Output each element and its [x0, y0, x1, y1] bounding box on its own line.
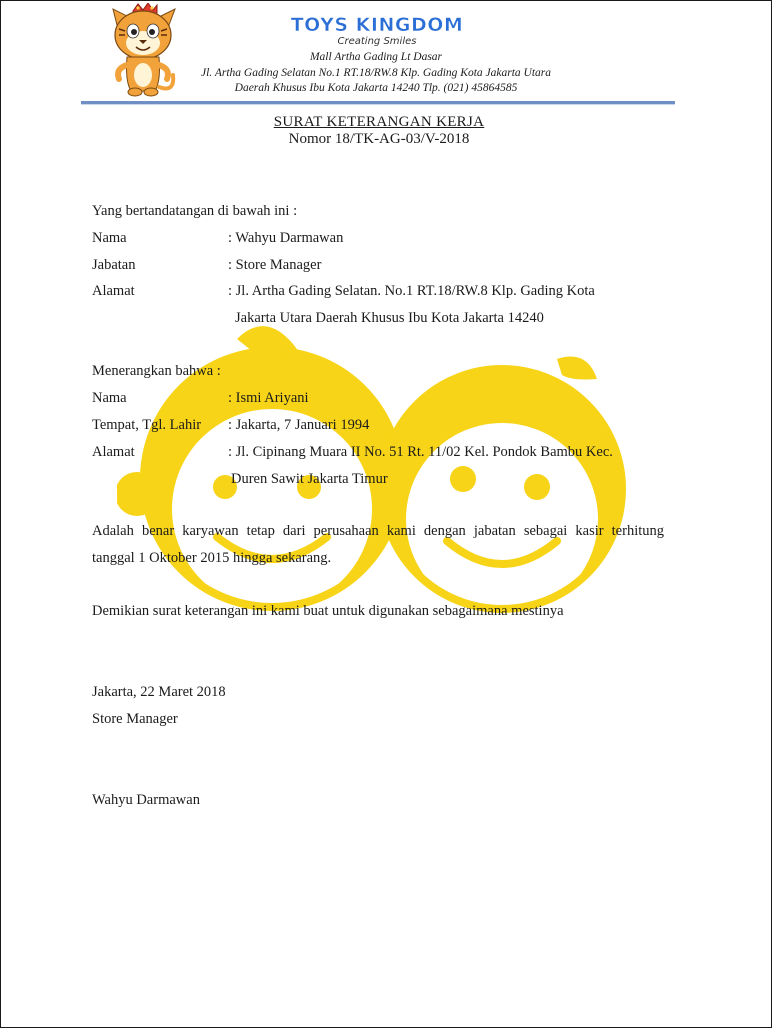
letter-number: Nomor 18/TK-AG-03/V-2018 — [288, 131, 470, 147]
signer-name-label: Nama — [92, 230, 127, 246]
header-line-1: Mall Artha Gading Lt Dasar — [309, 51, 443, 63]
signer-position-label: Jabatan — [92, 257, 136, 273]
intro-text: Yang bertandatangan di bawah ini : — [92, 203, 298, 219]
employee-address-label: Alamat — [92, 444, 135, 460]
body-paragraph-line-2: tanggal 1 Oktober 2015 hingga sekarang. — [92, 550, 332, 566]
signer-name-value: : Wahyu Darmawan — [228, 230, 344, 246]
signer-address-label: Alamat — [92, 283, 135, 299]
closing-text: Demikian surat keterangan ini kami buat untuk digunakan sebagaimana mestinya — [92, 603, 564, 619]
signer-address-line-2: Jakarta Utara Daerah Khusus Ibu Kota Jakarta 14240 — [235, 310, 544, 326]
place-date: Jakarta, 22 Maret 2018 — [92, 684, 226, 700]
employee-address-line-1: : Jl. Cipinang Muara II No. 51 Rt. 11/02 Kel. Pondok Bambu Kec. — [228, 444, 613, 460]
employee-name-value: : Ismi Ariyani — [228, 390, 309, 406]
employee-address-line-2: Duren Sawit Jakarta Timur — [231, 471, 388, 487]
employee-name-label: Nama — [92, 390, 127, 406]
signatory-name: Wahyu Darmawan — [92, 792, 200, 808]
body-paragraph-line-1: Adalah benar karyawan tetap dari perusahaan kami dengan jabatan sebagai kasir terhitung — [92, 523, 664, 539]
signer-position-value: : Store Manager — [228, 257, 322, 273]
brand-tagline: Creating Smiles — [337, 36, 417, 47]
signer-address-line-1: : Jl. Artha Gading Selatan. No.1 RT.18/RW.8 Klp. Gading Kota — [228, 283, 595, 299]
toys-kingdom-logo — [277, 11, 477, 47]
tiger-mascot-icon — [105, 3, 181, 97]
header-line-3: Daerah Khusus Ibu Kota Jakarta 14240 Tlp. (021) 45864585 — [234, 82, 518, 94]
employee-birth-value: : Jakarta, 7 Januari 1994 — [228, 417, 370, 433]
brand-name: TOYS KINGDOM — [290, 14, 464, 36]
statement-intro: Menerangkan bahwa : — [92, 363, 221, 379]
letter-title: SURAT KETERANGAN KERJA — [273, 114, 485, 130]
signatory-title: Store Manager — [92, 711, 178, 727]
header-divider — [81, 101, 675, 105]
employee-birth-label: Tempat, Tgl. Lahir — [92, 417, 202, 433]
header-line-2: Jl. Artha Gading Selatan No.1 RT.18/RW.8 Klp. Gading Kota Jakarta Utara — [200, 67, 551, 79]
